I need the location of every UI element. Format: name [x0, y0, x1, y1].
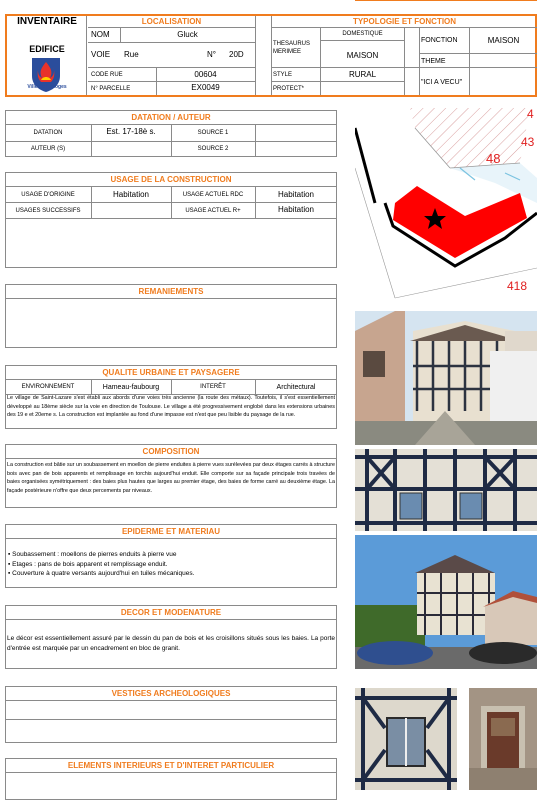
usage-v2: [171, 187, 172, 218]
localisation-title: LOCALISATION: [88, 16, 255, 28]
photo-courtyard: [355, 311, 537, 445]
fonction-label: FONCTION: [421, 37, 458, 44]
voie-label: VOIE: [91, 50, 111, 59]
blue-car: [357, 641, 433, 665]
header-top-rule: [355, 0, 537, 1]
usage-rdc-label: USAGE ACTUEL RDC: [182, 191, 244, 198]
map-label-4: 4: [527, 108, 534, 121]
typo-col4-rule: [419, 28, 420, 95]
photo-house-street: [355, 535, 537, 669]
typo-mid-rule: [271, 67, 537, 68]
style-label: STYLE: [273, 72, 293, 78]
numero-value: 20D: [229, 50, 244, 59]
voie-rule: [88, 67, 255, 68]
list-item: ▪ Etages : pans de bois apparent et remplissage enduit.: [8, 560, 168, 568]
vestiges-hr: [5, 719, 337, 720]
qualite-v2: [171, 380, 172, 394]
usage-rdc-value: Habitation: [277, 190, 315, 199]
composition-title: COMPOSITION: [5, 444, 337, 459]
code-rue-label: CODE RUE: [91, 72, 123, 78]
decor-text: Le décor est essentiellement assuré par le dessin du pan de bois et les croisillons situés sous les baies. La porte d'entrée est marquée par un encadrement en bloc de granit.: [7, 635, 335, 652]
epiderme-item-1: Soubassement : moellons de pierres enduits à pierre vue: [12, 551, 177, 558]
datation-value: Est. 17-18è s.: [106, 126, 156, 136]
epiderme-title: EPIDERME ET MATERIAU: [5, 524, 337, 539]
inventaire-label: INVENTAIRE: [17, 16, 77, 27]
highlighted-parcel: [393, 186, 527, 258]
qualite-v1: [91, 380, 92, 394]
interet-label: INTERÊT: [200, 384, 226, 390]
map-label-48: 48: [486, 151, 501, 166]
code-rue-value: 00604: [194, 70, 217, 79]
nom-divider: [120, 28, 121, 42]
usage-successifs-label: USAGES SUCCESSIFS: [15, 207, 81, 214]
decor-title: DECOR ET MODENATURE: [5, 605, 337, 620]
usage-origine-label: USAGE D'ORIGINE: [21, 191, 75, 198]
fonction-rule: [419, 53, 537, 54]
logo-text: Ville de Limoges: [27, 84, 67, 90]
inventaire-block: [7, 16, 87, 95]
epiderme-item-3: Couverture à quatre versants aujourd'hui en tuiles mécaniques.: [12, 570, 195, 577]
protect-label: PROTECT*: [273, 86, 305, 92]
usage-origine-value: Habitation: [112, 190, 150, 199]
parcelle-value: EX0049: [191, 83, 220, 92]
source2-label: SOURCE 2: [197, 145, 229, 152]
qualite-v3: [255, 380, 256, 394]
nom-label: NOM: [91, 30, 110, 39]
usage-title: USAGE DE LA CONSTRUCTION: [5, 172, 337, 187]
ici-label: "ICI A VECU": [421, 79, 463, 86]
datation-title: DATATION / AUTEUR: [5, 110, 337, 125]
usage-rplus-label: USAGE ACTUEL R+: [185, 207, 241, 214]
domestique-rule: [320, 40, 404, 41]
typologie-title: TYPOLOGIE ET FONCTION: [271, 16, 537, 28]
composition-text: La construction est bâtie sur un soubassement en moellon de pierre enduites à pierre vues surélevées par deux étages carrés à structure bois avec pan de bois apparents et remplissage en torchis aujourd'hui enduit. Elle comporte sur sa façade principale trois travées de baies organisées symétriquement : des baies plus hautes que larges au premier étage, des baies de forme carré au deuxième étage. La façade postérieure n'offre que deux percements par niveaux.: [7, 462, 335, 494]
loc-right-rule: [255, 16, 256, 95]
numero-label: N°: [207, 50, 216, 59]
style-value: RURAL: [348, 70, 377, 79]
domestique-value: DOMESTIQUE: [342, 31, 383, 37]
nom-value: Gluck: [177, 30, 198, 39]
epiderme-item-2: Etages : pans de bois apparent et remplissage enduit.: [12, 560, 168, 568]
typo-col3-rule: [404, 28, 405, 95]
thesaurus-label: THESAURUS MERIMEE: [273, 41, 311, 55]
epiderme-list: [8, 550, 334, 579]
environnement-value: Hameau-faubourg: [102, 383, 160, 391]
map-label-418: 418: [507, 279, 528, 293]
cadastral-map: [355, 108, 537, 308]
voie-type: Rue: [124, 50, 139, 59]
elements-title: ELEMENTS INTERIEURS ET D'INTERET PARTICULIER: [5, 758, 337, 773]
datation-v2: [171, 125, 172, 157]
usage-hr2: [5, 218, 337, 219]
remaniements-title: REMANIEMENTS: [5, 284, 337, 299]
typo-col2-rule: [320, 28, 321, 95]
datation-v3: [255, 125, 256, 157]
dark-car: [469, 642, 537, 664]
code-rule: [88, 81, 255, 82]
typo-left-rule: [271, 28, 272, 95]
nom-rule: [88, 42, 255, 43]
datation-v1: [91, 125, 92, 157]
usage-rplus-value: Habitation: [277, 205, 315, 214]
map-label-43: 43: [521, 135, 535, 149]
usage-v1: [91, 187, 92, 218]
photo-facade-detail: [355, 449, 537, 531]
parcelle-label: N° PARCELLE: [91, 86, 131, 92]
interet-value: Architectural: [276, 383, 316, 391]
vestiges-title: VESTIGES ARCHEOLOGIQUES: [5, 686, 337, 701]
qualite-text: Le village de Saint-Lazare s'est établi aux abords d'une voies très ancienne (la route des métaux). Toutefois, il s'est essentiellement développé au 18ème siècle sur la voie en direction de Toulouse. Le village a été progressivement englobé dans les extensions urbaines des 19 e et 20eme s. La construction est implantée au fond d'une impasse est n'est que peu lisible du paysage de la rue.: [7, 395, 335, 418]
edifice-label: EDIFICE: [29, 44, 65, 54]
datation-label: DATATION: [33, 130, 63, 136]
list-item: ▪ Couverture à quatre versants aujourd'hui en tuiles mécaniques.: [8, 570, 195, 577]
source1-label: SOURCE 1: [197, 130, 229, 136]
list-item: ▪ Soubassement : moellons de pierres enduits à pierre vue: [8, 551, 177, 558]
usage-v3: [255, 187, 256, 218]
auteurs-label: AUTEUR (S): [30, 145, 66, 152]
photo-window: [355, 688, 457, 790]
photo-door: [469, 688, 537, 790]
qualite-title: QUALITE URBAINE ET PAYSAGERE: [5, 365, 337, 380]
theme-label: THEME: [421, 58, 446, 65]
style-rule: [271, 81, 404, 82]
fonction-value: MAISON: [487, 36, 520, 45]
environnement-label: ENVIRONNEMENT: [21, 384, 75, 390]
maison-value-1: MAISON: [346, 51, 379, 60]
